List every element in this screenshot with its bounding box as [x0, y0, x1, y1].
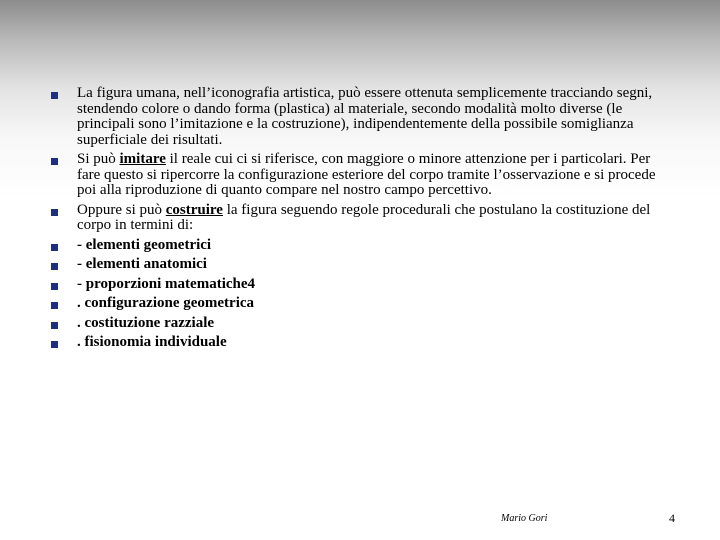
square-bullet-icon	[51, 322, 58, 329]
bullet-item	[50, 238, 670, 254]
bullet-text: La figura umana, nell’iconografia artistica, può essere ottenuta semplicemente tracciando segni, stendendo colore o dando forma (plastica) al materiale, secondo modalità molto diverse (le principali sono l’imitazione e la costruzione), indipendentemente della possibile somiglianza superficiale dei risultati.	[77, 85, 653, 148]
bullet-item	[50, 316, 670, 332]
bullet-item	[50, 203, 670, 234]
bullet-item	[50, 86, 670, 148]
page-number: 4	[669, 511, 675, 525]
bullet-list	[50, 86, 670, 355]
bullet-item	[50, 152, 670, 199]
bullet-item	[50, 296, 670, 312]
square-bullet-icon	[51, 92, 58, 99]
bullet-text: . configurazione geometrica	[77, 295, 255, 311]
footer-author: Mario Gori	[501, 513, 548, 524]
bullet-text: . fisionomia individuale	[77, 334, 227, 350]
bullet-text	[77, 152, 670, 199]
bullet-item	[50, 277, 670, 293]
bullet-item	[50, 335, 670, 351]
square-bullet-icon	[51, 263, 58, 270]
bullet-text-pre: Si può	[77, 151, 120, 167]
bullet-text-pre: Oppure si può	[77, 201, 166, 218]
bullet-text-post: il reale cui ci si riferisce, con maggiore o minore attenzione per i particolari. Per fare questo si ripercorre la configurazione esteriore del corpo tramite l’osservazione e si procede poi alla riproduzione di quanto compare nel nostro campo percettivo.	[77, 151, 656, 198]
bullet-text: - proporzioni matematiche4	[77, 275, 256, 292]
square-bullet-icon	[51, 341, 58, 348]
bullet-text: . costituzione razziale	[77, 314, 215, 331]
emphasis-costruire: costruire	[165, 201, 223, 218]
bullet-item	[50, 257, 670, 273]
square-bullet-icon	[51, 158, 58, 165]
square-bullet-icon	[51, 283, 58, 290]
bullet-text	[77, 203, 670, 234]
square-bullet-icon	[51, 209, 58, 216]
square-bullet-icon	[51, 302, 58, 309]
bullet-text: - elementi geometrici	[77, 236, 212, 253]
emphasis-imitare: imitare	[119, 151, 166, 167]
bullet-text-post: la figura seguendo regole procedurali che postulano la costituzione del corpo in termini di:	[77, 201, 651, 233]
bullet-text: - elementi anatomici	[77, 256, 207, 272]
square-bullet-icon	[51, 244, 58, 251]
